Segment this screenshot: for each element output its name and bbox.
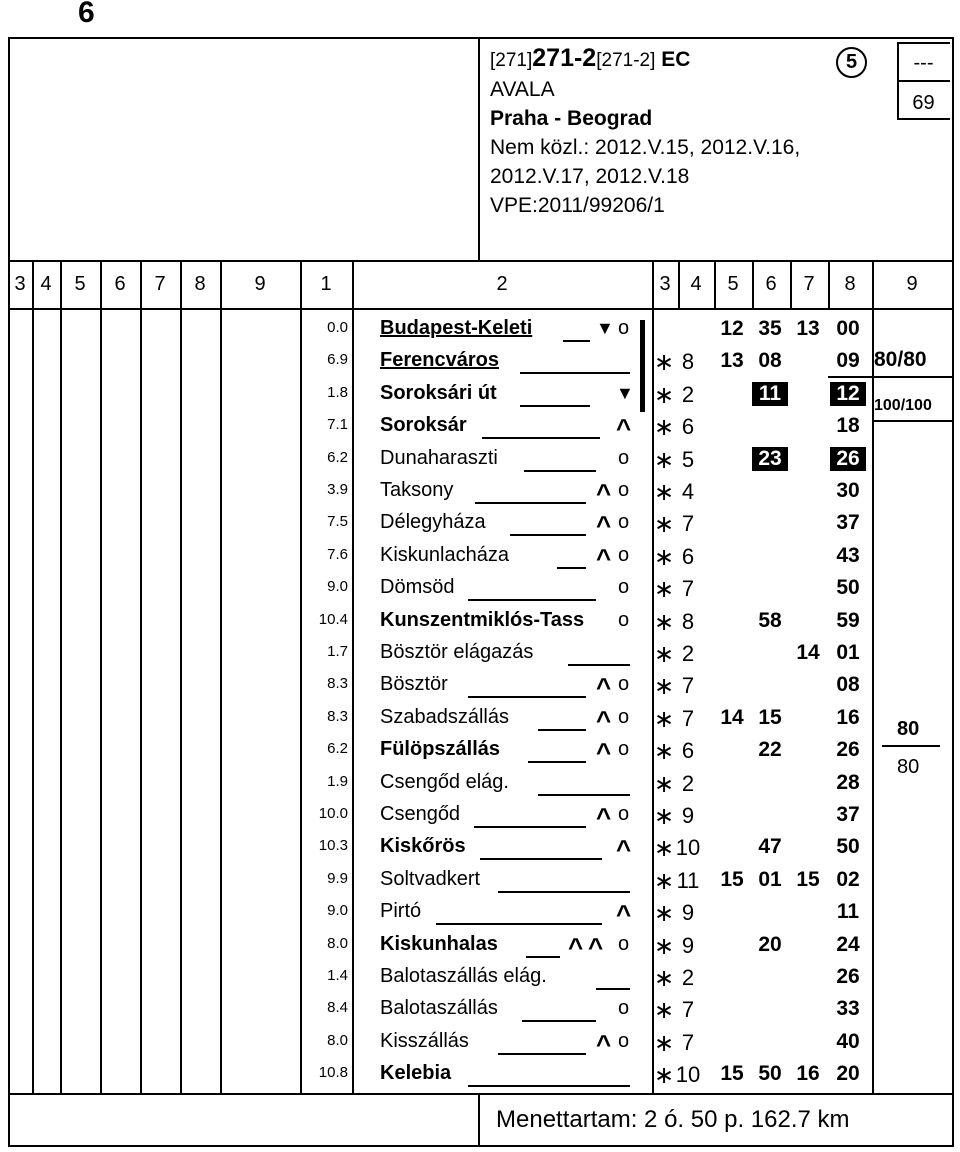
runtime-minutes: 7 bbox=[681, 705, 695, 731]
station-name: Csengőd elág. bbox=[380, 770, 509, 793]
colhdr-r3: 3 bbox=[659, 273, 671, 295]
table-row bbox=[0, 703, 960, 735]
colhdr-r7: 7 bbox=[803, 273, 815, 295]
colhdr-bottom-line bbox=[8, 308, 954, 310]
runtime-minutes: 8 bbox=[681, 608, 695, 634]
asterisk-icon: ∗ bbox=[654, 900, 675, 928]
km-value: 6.2 bbox=[327, 448, 348, 466]
km-value: 10.8 bbox=[318, 1064, 348, 1082]
station-name: Kiskunlacháza bbox=[380, 543, 509, 566]
arr-minute: 18 bbox=[836, 414, 860, 438]
runtime-minutes: 9 bbox=[681, 803, 695, 828]
runtime-minutes: 6 bbox=[681, 543, 695, 569]
colhdr-l8: 8 bbox=[194, 273, 206, 295]
train-number: 271-2 bbox=[532, 44, 597, 72]
leader-line bbox=[468, 696, 586, 698]
dep-minute: 23 bbox=[752, 447, 788, 471]
runtime-minutes: 7 bbox=[681, 576, 695, 602]
arr-minute: 37 bbox=[836, 511, 860, 535]
station-name: Kiskunhalas bbox=[380, 932, 498, 955]
station-name: Soroksár bbox=[380, 414, 467, 437]
table-row bbox=[0, 962, 960, 994]
frame-top bbox=[8, 37, 954, 39]
vline-hdr-a bbox=[678, 262, 680, 310]
km-value: 9.0 bbox=[327, 902, 348, 920]
colhdr-station: 2 bbox=[496, 273, 508, 295]
asterisk-icon: ∗ bbox=[654, 965, 675, 992]
not-running-dates-1: Nem közl.: 2012.V.15, 2012.V.16, bbox=[490, 136, 801, 159]
triangle-down-icon: ▼ bbox=[596, 318, 614, 338]
arr-minute: 12 bbox=[830, 382, 866, 406]
arr-minute: 40 bbox=[836, 1029, 860, 1053]
table-row bbox=[0, 314, 960, 346]
asterisk-icon: ∗ bbox=[654, 641, 675, 668]
asterisk-icon: ∗ bbox=[654, 997, 675, 1025]
leader-line bbox=[475, 502, 586, 504]
dep-minute: 50 bbox=[758, 1062, 782, 1086]
leader-line bbox=[482, 437, 600, 439]
leader-line bbox=[522, 1020, 596, 1022]
station-name: Bösztör elágazás bbox=[380, 641, 534, 663]
arr-hour: 15 bbox=[796, 867, 820, 891]
speed-80-top: 80 bbox=[897, 718, 920, 740]
colhdr-r9: 9 bbox=[906, 273, 918, 295]
leader-line bbox=[498, 891, 630, 893]
dep-minute: 11 bbox=[752, 382, 788, 406]
arr-minute: 11 bbox=[836, 900, 860, 924]
km-value: 3.9 bbox=[327, 481, 348, 498]
runtime-minutes: 7 bbox=[681, 511, 695, 537]
table-row bbox=[0, 930, 960, 962]
dep-minute: 35 bbox=[758, 317, 782, 340]
stop-circle-icon: o bbox=[618, 1029, 630, 1052]
km-value: 10.4 bbox=[318, 610, 348, 628]
table-row bbox=[0, 638, 960, 670]
caret-up-icon: ^ bbox=[616, 413, 632, 444]
table-row bbox=[0, 832, 960, 864]
arr-minute: 26 bbox=[836, 965, 860, 988]
runtime-minutes: 9 bbox=[681, 900, 695, 926]
arr-minute: 00 bbox=[836, 317, 860, 340]
asterisk-icon: ∗ bbox=[654, 608, 675, 636]
caret-up-icon: ^ bbox=[616, 899, 632, 930]
speed-80-80: 80/80 bbox=[874, 348, 927, 371]
stop-circle-icon: o bbox=[618, 803, 630, 825]
station-name: Szabadszállás bbox=[380, 705, 509, 728]
colhdr-r4: 4 bbox=[690, 273, 702, 295]
colhdr-l4: 4 bbox=[40, 273, 52, 295]
leader-line bbox=[596, 988, 630, 990]
station-name: Fülöpszállás bbox=[380, 738, 501, 761]
stop-circle-icon: o bbox=[618, 479, 630, 501]
stop-circle-icon: o bbox=[618, 608, 630, 631]
colhdr-l1: 1 bbox=[320, 273, 332, 295]
dep-minute: 47 bbox=[758, 835, 782, 859]
runtime-minutes: 6 bbox=[681, 414, 695, 440]
leader-line bbox=[436, 923, 602, 925]
table-row bbox=[0, 1059, 960, 1091]
stop-circle-icon: o bbox=[618, 705, 630, 728]
asterisk-icon: ∗ bbox=[654, 932, 675, 960]
train-name: AVALA bbox=[490, 78, 555, 101]
arr-minute: 26 bbox=[836, 738, 860, 762]
station-name: Kiskőrös bbox=[380, 835, 466, 858]
box-bottom-value: 69 bbox=[912, 92, 935, 114]
stop-circle-icon: o bbox=[618, 932, 630, 955]
leader-line bbox=[526, 956, 560, 958]
arr-minute: 02 bbox=[836, 867, 860, 891]
colhdr-l9: 9 bbox=[254, 273, 266, 295]
arr-minute: 28 bbox=[836, 770, 860, 794]
km-value: 6.2 bbox=[327, 740, 348, 758]
asterisk-icon: ∗ bbox=[654, 867, 675, 895]
arr-minute: 43 bbox=[836, 543, 860, 567]
km-value: 8.4 bbox=[327, 999, 348, 1017]
leader-line bbox=[474, 826, 586, 828]
vline-hdr-b bbox=[714, 262, 716, 310]
train-number-prev: [271] bbox=[490, 50, 533, 71]
station-name: Pirtó bbox=[380, 900, 422, 923]
arr-minute: 01 bbox=[836, 641, 860, 664]
asterisk-icon: ∗ bbox=[654, 511, 675, 539]
journey-summary: Menettartam: 2 ó. 50 p. 162.7 km bbox=[496, 1106, 850, 1133]
table-row bbox=[0, 865, 960, 897]
header-bottom-line bbox=[8, 260, 954, 262]
vpe-reference: VPE:2011/99206/1 bbox=[490, 194, 665, 217]
box-mid-line bbox=[897, 80, 950, 82]
km-value: 10.3 bbox=[318, 837, 348, 855]
footer-divider bbox=[478, 1093, 480, 1147]
table-row bbox=[0, 897, 960, 929]
colhdr-l5: 5 bbox=[74, 273, 86, 295]
runtime-minutes: 2 bbox=[681, 641, 695, 666]
frame-bottom bbox=[8, 1145, 954, 1147]
caret-up-icon: ^ bbox=[596, 542, 612, 573]
colhdr-r8: 8 bbox=[844, 273, 856, 295]
table-row bbox=[0, 444, 960, 476]
arr-minute: 26 bbox=[830, 447, 866, 471]
km-value: 9.0 bbox=[327, 578, 348, 596]
asterisk-icon: ∗ bbox=[654, 673, 675, 701]
table-row bbox=[0, 573, 960, 605]
dep-minute: 58 bbox=[758, 608, 782, 632]
train-route: Praha - Beograd bbox=[490, 107, 653, 130]
caret-up-icon: ^ bbox=[596, 478, 612, 508]
km-value: 9.9 bbox=[327, 869, 348, 887]
table-row bbox=[0, 346, 960, 378]
dep-hour: 15 bbox=[720, 1062, 744, 1086]
km-value: 7.1 bbox=[327, 416, 348, 434]
station-name: Kunszentmiklós-Tass bbox=[380, 608, 585, 631]
leader-line bbox=[528, 761, 586, 763]
runtime-minutes: 4 bbox=[681, 479, 695, 504]
runtime-minutes: 7 bbox=[681, 997, 695, 1023]
colhdr-l7: 7 bbox=[154, 273, 166, 295]
train-header bbox=[490, 44, 800, 220]
arr-minute: 30 bbox=[836, 479, 860, 502]
dep-minute: 20 bbox=[758, 932, 782, 956]
asterisk-icon: ∗ bbox=[654, 381, 675, 409]
table-row bbox=[0, 379, 960, 411]
speed-80-bottom: 80 bbox=[897, 756, 920, 778]
dep-hour: 13 bbox=[720, 349, 744, 373]
leader-line bbox=[520, 405, 590, 407]
table-row bbox=[0, 411, 960, 443]
runtime-minutes: 7 bbox=[681, 673, 695, 699]
station-name: Taksony bbox=[380, 479, 454, 501]
runtime-minutes: 8 bbox=[681, 349, 695, 375]
caret-up-icon: ^ bbox=[596, 704, 612, 735]
leader-line bbox=[538, 729, 586, 731]
caret-up-icon: ^ bbox=[596, 737, 612, 768]
asterisk-icon: ∗ bbox=[654, 543, 675, 571]
dep-minute: 22 bbox=[758, 738, 782, 762]
leader-line bbox=[480, 858, 602, 860]
leader-line bbox=[557, 567, 586, 569]
table-bottom-line bbox=[8, 1093, 954, 1095]
vline-hdr-e bbox=[828, 262, 830, 310]
runtime-minutes: 2 bbox=[681, 770, 695, 796]
asterisk-icon: ∗ bbox=[654, 1062, 675, 1090]
km-value: 7.6 bbox=[327, 545, 348, 563]
asterisk-icon: ∗ bbox=[654, 349, 675, 377]
asterisk-icon: ∗ bbox=[654, 770, 675, 798]
runtime-minutes: 2 bbox=[681, 965, 695, 990]
km-value: 6.9 bbox=[327, 351, 348, 369]
colhdr-r5: 5 bbox=[727, 273, 739, 295]
table-row bbox=[0, 1027, 960, 1059]
box-top-line bbox=[897, 42, 950, 44]
station-name: Csengőd bbox=[380, 803, 461, 825]
km-value: 8.0 bbox=[327, 934, 348, 952]
vline-hdr-c bbox=[752, 262, 754, 310]
circle-badge: 5 bbox=[836, 47, 867, 78]
speed-100-100: 100/100 bbox=[874, 397, 932, 414]
table-row bbox=[0, 994, 960, 1026]
stop-circle-icon: o bbox=[618, 446, 630, 469]
arr-hour: 13 bbox=[796, 317, 820, 340]
station-name: Kelebia bbox=[380, 1062, 452, 1085]
runtime-minutes: 10 bbox=[675, 1062, 701, 1088]
leader-line bbox=[563, 340, 590, 342]
caret-up-icon: ^ bbox=[616, 834, 632, 865]
leader-line bbox=[468, 599, 596, 601]
caret-up-icon: ^ bbox=[568, 931, 584, 962]
arr-minute: 24 bbox=[836, 932, 860, 956]
arr-hour: 14 bbox=[796, 641, 820, 664]
leader-line bbox=[520, 372, 630, 374]
table-row bbox=[0, 800, 960, 832]
km-value: 1.4 bbox=[327, 967, 348, 984]
station-name: Budapest-Keleti bbox=[380, 317, 533, 339]
km-value: 1.8 bbox=[327, 383, 348, 401]
table-row bbox=[0, 541, 960, 573]
asterisk-icon: ∗ bbox=[654, 446, 675, 474]
caret-up-icon: ^ bbox=[596, 510, 612, 541]
km-value: 8.3 bbox=[327, 707, 348, 725]
box-top-value: --- bbox=[913, 52, 934, 74]
station-name: Bösztör bbox=[380, 673, 448, 696]
stop-circle-icon: o bbox=[618, 997, 630, 1020]
not-running-dates-2: 2012.V.17, 2012.V.18 bbox=[490, 165, 690, 188]
arr-minute: 33 bbox=[836, 997, 860, 1021]
caret-up-icon: ^ bbox=[596, 1028, 612, 1059]
km-value: 7.5 bbox=[327, 513, 348, 531]
runtime-minutes: 10 bbox=[675, 835, 701, 861]
runtime-minutes: 11 bbox=[676, 867, 700, 893]
asterisk-icon: ∗ bbox=[654, 705, 675, 733]
dep-hour: 15 bbox=[720, 867, 744, 891]
caret-up-icon: ^ bbox=[596, 672, 612, 703]
leader-line bbox=[510, 534, 586, 536]
stop-circle-icon: o bbox=[618, 738, 630, 761]
colhdr-l3: 3 bbox=[14, 273, 26, 295]
stop-circle-icon: o bbox=[618, 576, 630, 599]
arr-minute: 50 bbox=[836, 576, 860, 600]
leader-line bbox=[568, 664, 630, 666]
table-row bbox=[0, 768, 960, 800]
asterisk-icon: ∗ bbox=[654, 803, 675, 830]
dep-minute: 08 bbox=[758, 349, 782, 373]
station-name: Kisszállás bbox=[380, 1029, 469, 1052]
stop-circle-icon: o bbox=[618, 543, 630, 566]
runtime-minutes: 5 bbox=[681, 446, 695, 472]
dep-minute: 01 bbox=[758, 867, 782, 891]
station-name: Dunaharaszti bbox=[380, 446, 498, 469]
leader-line bbox=[468, 1085, 630, 1087]
runtime-minutes: 6 bbox=[681, 738, 695, 764]
table-row bbox=[0, 670, 960, 702]
table-row bbox=[0, 508, 960, 540]
arr-minute: 50 bbox=[836, 835, 860, 859]
runtime-minutes: 9 bbox=[681, 932, 695, 958]
km-value: 1.9 bbox=[327, 772, 348, 790]
station-name: Ferencváros bbox=[380, 349, 499, 372]
box-bottom-line bbox=[897, 118, 950, 120]
stop-circle-icon: o bbox=[618, 511, 630, 534]
station-name: Balotaszállás bbox=[380, 997, 498, 1020]
station-name: Soltvadkert bbox=[380, 867, 481, 890]
runtime-minutes: 7 bbox=[681, 1029, 695, 1055]
table-row bbox=[0, 476, 960, 508]
vline-hdr-d bbox=[790, 262, 792, 310]
asterisk-icon: ∗ bbox=[654, 1029, 675, 1057]
station-name: Dömsöd bbox=[380, 576, 455, 599]
leader-line bbox=[498, 1053, 586, 1055]
arr-minute: 59 bbox=[836, 608, 860, 632]
km-value: 1.7 bbox=[327, 643, 348, 660]
leader-line bbox=[524, 470, 596, 472]
caret-up-icon: ^ bbox=[596, 802, 612, 832]
train-type: EC bbox=[661, 48, 691, 71]
asterisk-icon: ∗ bbox=[654, 414, 675, 442]
asterisk-icon: ∗ bbox=[654, 835, 675, 863]
header-divider bbox=[478, 37, 480, 262]
dep-minute: 15 bbox=[758, 705, 782, 729]
asterisk-icon: ∗ bbox=[654, 576, 675, 604]
table-row bbox=[0, 735, 960, 767]
train-number-alt: [271-2] bbox=[596, 50, 656, 71]
colhdr-l6: 6 bbox=[114, 273, 126, 295]
arr-hour: 16 bbox=[796, 1062, 820, 1086]
stop-circle-icon: o bbox=[618, 673, 630, 696]
km-value: 10.0 bbox=[318, 805, 348, 822]
arr-minute: 37 bbox=[836, 803, 860, 826]
caret-up-icon: ^ bbox=[588, 931, 604, 962]
table-row bbox=[0, 606, 960, 638]
arr-minute: 20 bbox=[836, 1062, 860, 1086]
colhdr-r6: 6 bbox=[765, 273, 777, 295]
station-name: Soroksári út bbox=[380, 381, 497, 404]
arr-minute: 09 bbox=[836, 349, 860, 373]
dep-hour: 14 bbox=[720, 705, 744, 729]
leader-line bbox=[538, 794, 630, 796]
stop-circle-icon: o bbox=[618, 317, 630, 339]
asterisk-icon: ∗ bbox=[654, 738, 675, 766]
km-value: 8.3 bbox=[327, 675, 348, 693]
asterisk-icon: ∗ bbox=[654, 479, 675, 506]
km-value: 0.0 bbox=[327, 319, 348, 336]
arr-minute: 16 bbox=[836, 705, 860, 729]
dep-hour: 12 bbox=[720, 317, 744, 340]
runtime-minutes: 2 bbox=[681, 381, 695, 407]
km-value: 8.0 bbox=[327, 1031, 348, 1049]
station-name: Délegyháza bbox=[380, 511, 486, 534]
triangle-down-icon: ▼ bbox=[616, 382, 634, 403]
page-number: 6 bbox=[78, 0, 95, 29]
arr-minute: 08 bbox=[836, 673, 860, 697]
station-name: Balotaszállás elág. bbox=[380, 965, 547, 987]
